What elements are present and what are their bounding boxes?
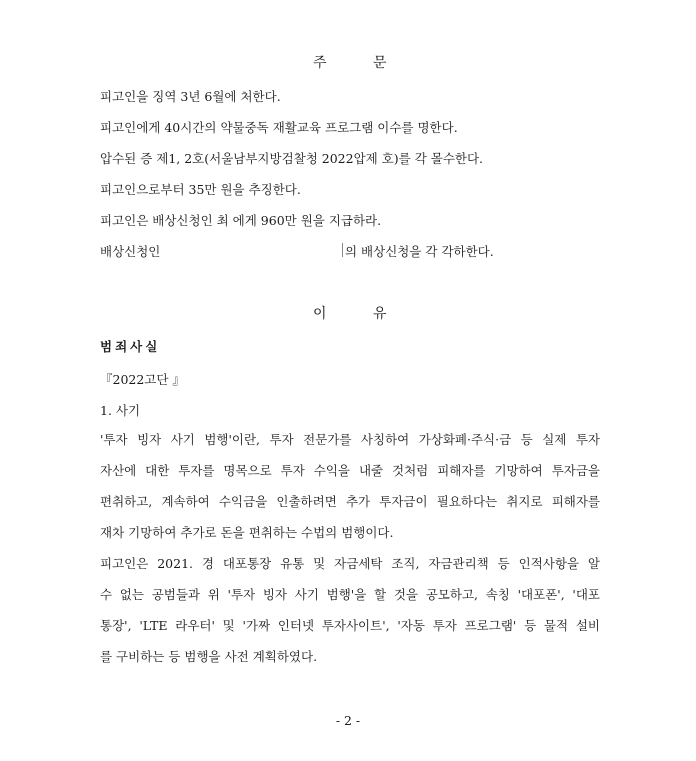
para2-line-3: 통장', 'LTE 라우터' 및 '가짜 인터넷 투자사이트', '자동 투자 프로그램' 등 물적 설비 xyxy=(100,618,600,633)
page-number: - 2 - xyxy=(335,713,361,728)
order-line-1: 피고인을 징역 3년 6월에 처한다. xyxy=(100,89,281,104)
section-title: 범죄사실 xyxy=(100,339,161,354)
para2-line-4: 를 구비하는 등 범행을 사전 계획하였다. xyxy=(100,649,318,664)
para2-line-2: 수 없는 공범들과 위 '투자 빙자 사기 범행'을 할 것을 공모하고, 속칭 '대포폰', '대포 xyxy=(100,587,600,602)
order-line-4: 피고인으로부터 35만 원을 추징한다. xyxy=(100,182,301,197)
order-heading-left: 주 xyxy=(313,55,327,71)
para1-line-1: '투자 빙자 사기 범행'이란, 투자 전문가를 사칭하여 가상화폐·주식·금 등 실제 투자 xyxy=(100,432,600,447)
order-line-6-left: 배상신청인 xyxy=(100,244,161,259)
order-line-5: 피고인은 배상신청인 최 에게 960만 원을 지급하라. xyxy=(100,213,382,228)
para1-line-4: 재차 기망하여 추가로 돈을 편취하는 수법의 범행이다. xyxy=(100,525,394,540)
order-heading-right: 문 xyxy=(373,55,387,71)
para2-line-1: 피고인은 2021. 경 대포통장 유통 및 자금세탁 조직, 자금관리책 등 인적사항을 알 xyxy=(100,556,600,571)
redaction-mark xyxy=(342,243,343,257)
para1-line-2: 자산에 대한 투자를 명목으로 투자 수익을 내줄 것처럼 피해자를 기망하여 투자금을 xyxy=(100,463,600,478)
item-heading: 1. 사기 xyxy=(100,403,141,418)
case-reference: 『2022고단 』 xyxy=(100,372,185,387)
order-line-3: 압수된 증 제1, 2호(서울남부지방검찰청 2022압제 호)를 각 몰수한다. xyxy=(100,151,484,166)
para1-line-3: 편취하고, 계속하여 수익금을 인출하려면 추가 투자금이 필요하다는 취지로 피해자를 xyxy=(100,494,600,509)
order-line-6-right: 의 배상신청을 각 각하한다. xyxy=(345,244,494,259)
reason-heading-right: 유 xyxy=(373,306,387,322)
order-line-2: 피고인에게 40시간의 약물중독 재활교육 프로그램 이수를 명한다. xyxy=(100,120,458,135)
reason-heading-left: 이 xyxy=(313,306,327,322)
